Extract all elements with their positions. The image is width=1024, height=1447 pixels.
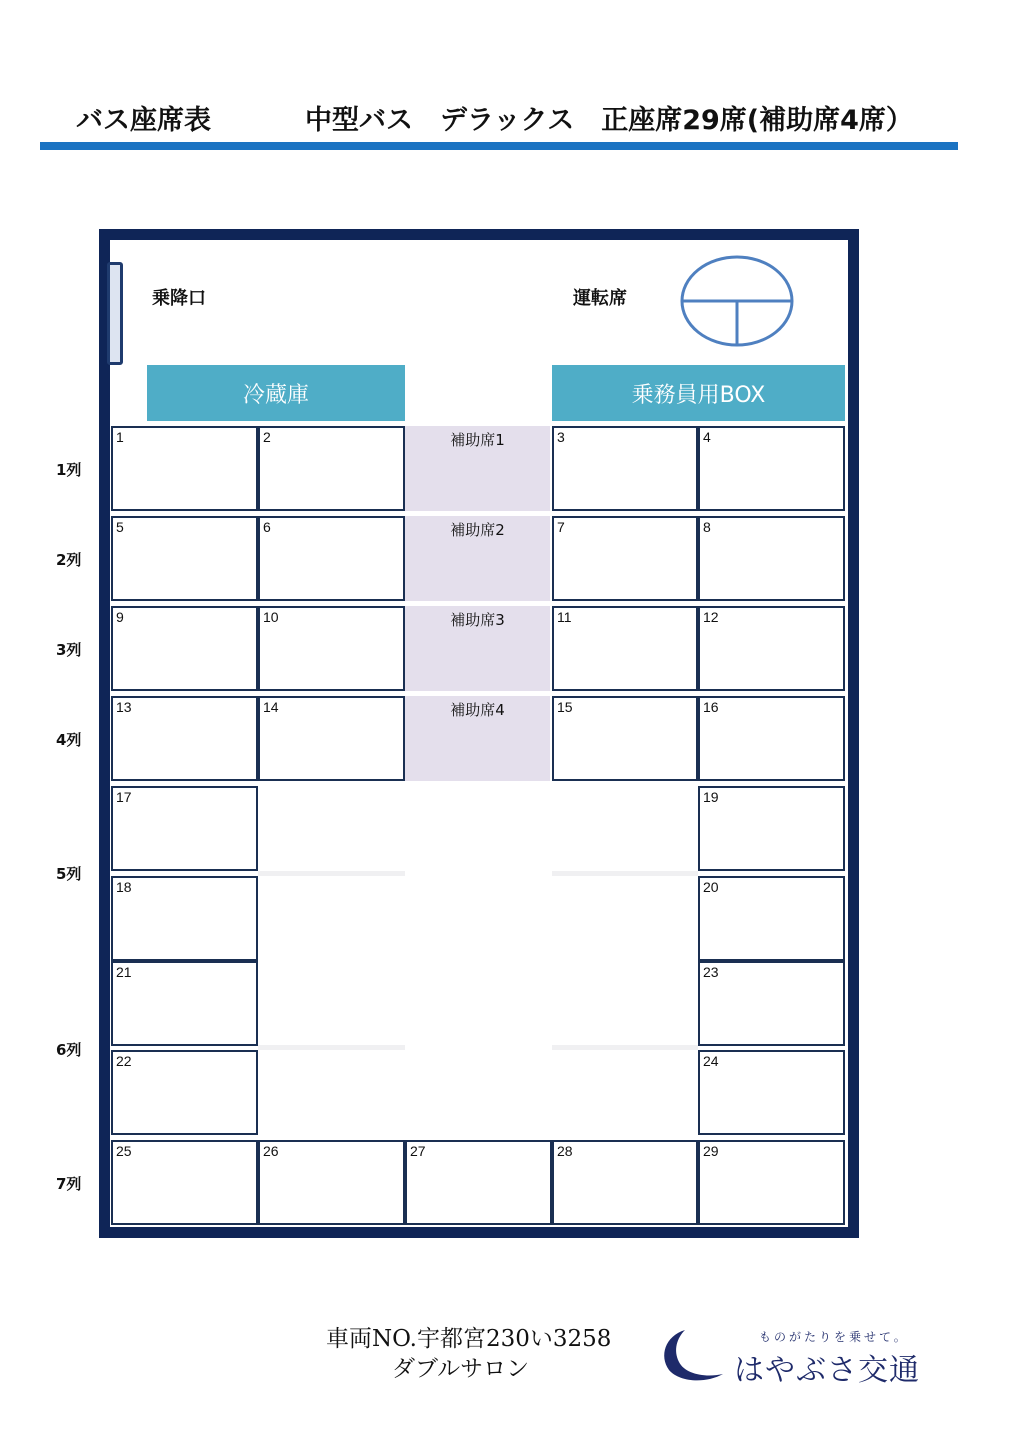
door-icon xyxy=(107,262,123,365)
seat[interactable] xyxy=(698,961,845,1046)
aisle-divider xyxy=(258,1045,405,1050)
logo-name: はやぶさ交通 xyxy=(734,1353,920,1388)
row-label: 6列 xyxy=(56,1041,82,1059)
row-label: 4列 xyxy=(56,731,82,749)
seat[interactable] xyxy=(258,1140,405,1225)
seat[interactable] xyxy=(405,1140,552,1225)
page-title: バス座席表 xyxy=(76,105,211,136)
vehicle-number: 車両NO.宇都宮230い3258 xyxy=(326,1326,612,1352)
seat-number: 21 xyxy=(116,964,132,980)
seat-number: 28 xyxy=(557,1143,573,1159)
seat[interactable] xyxy=(258,696,405,781)
seat[interactable] xyxy=(111,1140,258,1225)
row-label: 7列 xyxy=(56,1175,82,1193)
seat-number: 7 xyxy=(557,519,565,535)
seat[interactable] xyxy=(111,516,258,601)
refrigerator xyxy=(147,365,405,421)
seat[interactable] xyxy=(698,696,845,781)
seat[interactable] xyxy=(111,606,258,691)
seat-number: 9 xyxy=(116,609,124,625)
seat[interactable] xyxy=(111,426,258,511)
seat[interactable] xyxy=(111,696,258,781)
aisle-divider xyxy=(258,871,405,876)
seat[interactable] xyxy=(258,516,405,601)
row-label: 3列 xyxy=(56,641,82,659)
seat-number: 11 xyxy=(557,609,572,625)
crew-box xyxy=(552,365,845,421)
seat-number: 12 xyxy=(703,609,719,625)
seat[interactable] xyxy=(111,876,258,961)
seat[interactable] xyxy=(552,426,698,511)
seat[interactable] xyxy=(111,786,258,871)
seat-number: 20 xyxy=(703,879,719,895)
seat-number: 2 xyxy=(263,429,271,445)
seat-number: 16 xyxy=(703,699,719,715)
aisle-divider xyxy=(552,871,698,876)
entrance-label: 乗降口 xyxy=(152,288,206,309)
row-label: 5列 xyxy=(56,865,82,883)
refrigerator-label: 冷蔵庫 xyxy=(242,382,309,408)
seat-number: 4 xyxy=(703,429,711,445)
aux-seat-label: 補助席3 xyxy=(450,611,505,629)
seat-number: 3 xyxy=(557,429,565,445)
seat[interactable] xyxy=(111,961,258,1046)
seat-number: 5 xyxy=(116,519,124,535)
seat[interactable] xyxy=(258,606,405,691)
seat[interactable] xyxy=(552,606,698,691)
seat[interactable] xyxy=(552,516,698,601)
aux-seat-label: 補助席2 xyxy=(450,521,505,539)
seat-number: 29 xyxy=(703,1143,719,1159)
seat[interactable] xyxy=(698,606,845,691)
seat-number: 24 xyxy=(703,1053,719,1069)
seat-number: 14 xyxy=(263,699,279,715)
seat[interactable] xyxy=(111,1050,258,1135)
seat-number: 19 xyxy=(703,789,719,805)
seat-number: 13 xyxy=(116,699,132,715)
seat[interactable] xyxy=(698,876,845,961)
seat[interactable] xyxy=(258,426,405,511)
seat-number: 22 xyxy=(116,1053,132,1069)
seat[interactable] xyxy=(698,516,845,601)
seat-number: 10 xyxy=(263,609,279,625)
seat[interactable] xyxy=(698,426,845,511)
aux-seat-label: 補助席4 xyxy=(450,701,505,719)
aux-seat[interactable] xyxy=(405,606,550,691)
aux-seat[interactable] xyxy=(405,516,550,601)
seat-number: 15 xyxy=(557,699,573,715)
title-divider xyxy=(40,142,958,150)
seat[interactable] xyxy=(552,696,698,781)
row-label: 1列 xyxy=(56,461,82,479)
seat[interactable] xyxy=(698,1140,845,1225)
row-label: 2列 xyxy=(56,551,82,569)
seat-number: 27 xyxy=(410,1143,426,1159)
seat[interactable] xyxy=(698,786,845,871)
aux-seat[interactable] xyxy=(405,426,550,511)
logo-tagline: ものがたりを乗せて。 xyxy=(759,1330,909,1344)
seat-number: 18 xyxy=(116,879,132,895)
bus-type-title: 中型バス デラックス 正座席29席(補助席4席） xyxy=(305,105,913,136)
vehicle-name: ダブルサロン xyxy=(392,1356,530,1382)
seat-number: 8 xyxy=(703,519,711,535)
seat-number: 6 xyxy=(263,519,271,535)
seat-number: 17 xyxy=(116,789,132,805)
aisle-divider xyxy=(552,1045,698,1050)
aux-seat-label: 補助席1 xyxy=(450,431,505,449)
seat[interactable] xyxy=(698,1050,845,1135)
aux-seat[interactable] xyxy=(405,696,550,781)
crew-box-label: 乗務員用BOX xyxy=(631,382,766,408)
seat-number: 26 xyxy=(263,1143,279,1159)
driver-seat-label: 運転席 xyxy=(573,288,627,309)
seat[interactable] xyxy=(552,1140,698,1225)
seat-number: 25 xyxy=(116,1143,132,1159)
steering-wheel-icon xyxy=(679,254,795,348)
seat-number: 1 xyxy=(116,429,124,445)
seat-number: 23 xyxy=(703,964,719,980)
